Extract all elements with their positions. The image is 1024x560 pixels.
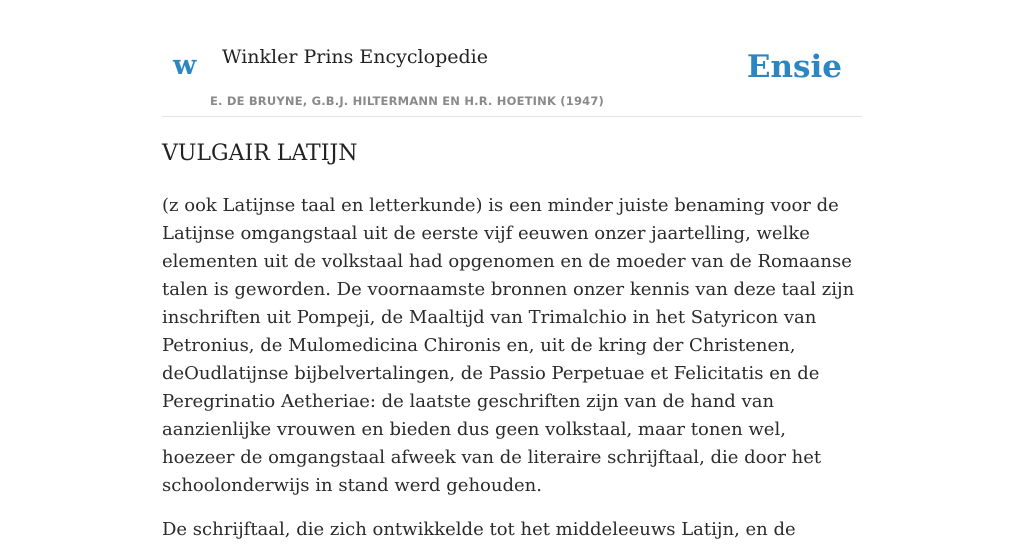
authors-line: E. DE BRUYNE, G.B.J. HILTERMANN EN H.R. HOETINK (1947) <box>210 94 605 108</box>
winkler-prins-logo-icon[interactable]: w <box>173 50 197 81</box>
ensie-brand-link[interactable]: Ensie <box>746 49 842 85</box>
site-header <box>162 0 862 117</box>
article-body <box>162 192 862 560</box>
article-paragraph: De schrijftaal, die zich ontwikkelde tot het middeleeuws Latijn, en de <box>162 519 796 540</box>
article-paragraph: (z ook Latijnse taal en letterkunde) is een minder juiste benaming voor de Latijnse omgangstaal uit de eerste vijf eeuwen onzer jaartelling, welke elementen uit de volkstaal had opgenomen en de moeder van de Romaanse talen is geworden. De voornaamste bronnen onzer kennis van deze taal zijn inschriften uit Pompeji, de Maaltijd van Trimalchio in het Satyricon van Petronius, de Mulomedicina Chironis en, uit de kring der Christenen, deOudlatijnse bijbelvertalingen, de Passio Perpetuae et Felicitatis en de Peregrinatio Aetheriae: de laatste geschriften zijn van de hand van aanzienlijke vrouwen en bieden dus geen volkstaal, maar tonen wel, hoezeer de omgangstaal afweek van de literaire schrijftaal, die door het schoolonderwijs in stand werd gehouden. <box>162 195 855 496</box>
article-title: VULGAIR LATIJN <box>162 141 358 166</box>
site-title[interactable]: Winkler Prins Encyclopedie <box>222 46 488 68</box>
